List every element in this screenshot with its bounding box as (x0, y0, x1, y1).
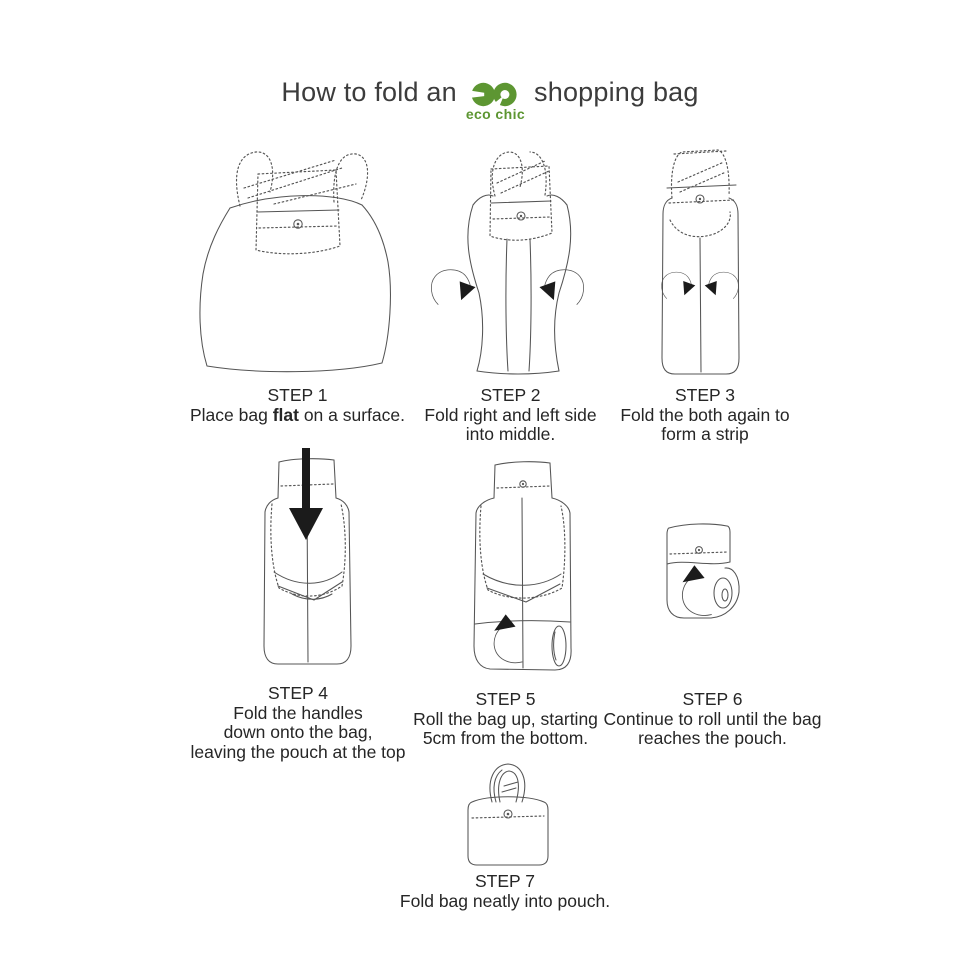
step-2-caption: STEP 2 Fold right and left side into middle. (398, 386, 623, 445)
step-1-label: STEP 1 (267, 385, 328, 405)
title-prefix: How to fold an (281, 76, 457, 107)
step-7-label: STEP 7 (475, 871, 535, 891)
page-title (0, 72, 980, 122)
bag-sides-folded-illustration (425, 141, 590, 384)
fold-right-arrow-icon (705, 272, 739, 298)
snap-button-icon (696, 547, 703, 554)
roll-up-arrow-icon (682, 565, 711, 615)
step-3-caption: STEP 3 Fold the both again to form a strip (595, 386, 815, 445)
eco-chic-monogram-icon (467, 81, 523, 108)
step-6-label: STEP 6 (682, 689, 743, 709)
snap-button-icon (520, 481, 526, 487)
snap-button-icon (504, 810, 512, 818)
handles-folded-down-illustration (252, 446, 362, 696)
step-4-caption: STEP 4 Fold the handles down onto the bag, leaving the pouch at the top (162, 684, 434, 762)
eco-chic-logo (466, 81, 525, 121)
bag-flat-illustration (186, 140, 402, 380)
step-6-caption: STEP 6 Continue to roll until the bag reaches the pouch. (590, 690, 835, 749)
fold-right-arrow-icon (539, 270, 583, 305)
fold-left-arrow-icon (431, 270, 475, 305)
step-3-label: STEP 3 (675, 385, 735, 405)
fold-down-arrow-icon (289, 448, 323, 540)
roll-start-illustration (462, 450, 582, 685)
step-5-label: STEP 5 (475, 689, 536, 709)
title-suffix: shopping bag (534, 76, 699, 107)
step-7-caption: STEP 7 Fold bag neatly into pouch. (385, 872, 625, 911)
bag-strip-illustration (650, 142, 750, 382)
roll-continue-illustration (655, 512, 755, 637)
step-4-label: STEP 4 (268, 683, 328, 703)
fold-left-arrow-icon (662, 272, 696, 298)
step-5-caption: STEP 5 Roll the bag up, starting 5cm from the bottom. (393, 690, 618, 749)
step-1-caption (170, 386, 425, 425)
step-1-line: Place bag flat on a surface. (190, 404, 405, 425)
snap-button-icon (517, 212, 525, 220)
eco-chic-wordmark: eco chic (465, 106, 526, 122)
folded-pouch-illustration (458, 758, 558, 870)
step-2-label: STEP 2 (480, 385, 541, 405)
